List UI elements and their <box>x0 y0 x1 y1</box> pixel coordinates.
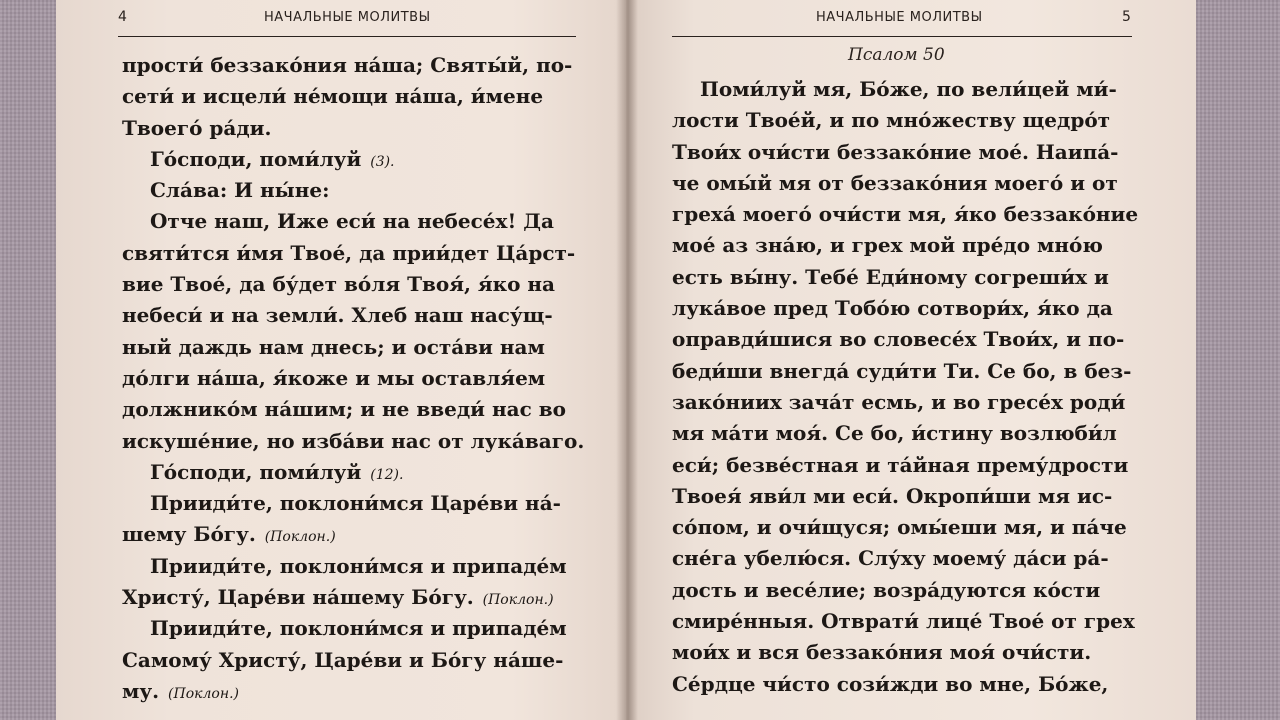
text-line-content: Твои́х очи́сти беззако́ние мое́. Наипа́- <box>672 139 1119 164</box>
rubric-note: (3). <box>361 153 395 170</box>
text-line-content: беди́ши внегда́ суди́ти Ти. Се бо, в без- <box>672 358 1132 383</box>
text-line-content: Го́споди, поми́луй <box>150 459 362 484</box>
text-line <box>122 519 584 550</box>
text-line <box>122 457 584 488</box>
text-line <box>672 356 1138 387</box>
text-line <box>122 206 584 237</box>
text-line <box>672 199 1138 230</box>
text-line <box>122 394 584 425</box>
rubric-note: (Поклон.) <box>473 592 554 609</box>
right-running-head: НАЧАЛЬНЫЕ МОЛИТВЫ <box>816 10 983 25</box>
text-line <box>122 676 584 707</box>
text-line <box>122 113 584 144</box>
text-line-content: зако́нииx зача́т есмь, и во гресе́х роди́ <box>672 389 1126 414</box>
text-line-content: сне́га убелю́ся. Слу́ху моему́ да́си ра́- <box>672 546 1109 571</box>
book-gutter <box>616 0 638 720</box>
left-running-head: НАЧАЛЬНЫЕ МОЛИТВЫ <box>264 10 431 25</box>
text-line-content: еси́; безве́стная и та́йная прему́дрости <box>672 452 1129 477</box>
psalm-title: Псалом 50 <box>848 45 945 65</box>
text-line <box>122 144 584 175</box>
text-line-content: Сла́ва: И ны́не: <box>150 178 330 203</box>
text-line <box>672 387 1138 418</box>
text-line-content: святи́тся и́мя Твое́, да прии́дет Ца́рст- <box>122 240 576 265</box>
rubric-note: (Поклон.) <box>159 685 239 702</box>
text-line-content: вие Твое́, да бу́дет во́ля Твоя́, я́ко на <box>122 272 556 297</box>
text-line-content: мои́х и вся беззако́ния моя́ очи́сти. <box>672 640 1092 665</box>
text-line <box>122 551 584 582</box>
text-line-content: лости Твое́й, и по мно́жеству щедро́т <box>672 108 1111 133</box>
text-line-content: му. <box>122 678 160 703</box>
text-line-content: до́лги на́ша, я́коже и мы оставля́ем <box>122 365 546 390</box>
left-page-number: 4 <box>118 9 127 25</box>
text-line <box>672 418 1138 449</box>
text-line <box>672 168 1138 199</box>
text-line-content: Отче наш, Иже еси́ на небесе́х! Да <box>150 209 554 234</box>
text-line <box>672 669 1138 700</box>
text-line <box>672 137 1138 168</box>
text-line-content: Го́споди, поми́луй <box>150 146 362 171</box>
text-line-content: должнико́м на́шим; и не введи́ нас во <box>122 397 566 422</box>
text-line-content: оправди́шися во словесе́х Твои́х, и по- <box>672 327 1125 352</box>
text-line-content: прости́ беззако́ния на́ша; Святы́й, по- <box>122 53 573 77</box>
text-line <box>672 637 1138 668</box>
text-line <box>672 575 1138 606</box>
text-line-content: шему Бо́гу. <box>122 522 256 547</box>
text-line <box>672 262 1138 293</box>
text-line-content: Се́рдце чи́сто сози́жди во мне, Бо́же, <box>672 671 1109 696</box>
text-line-content: Твоего́ ра́ди. <box>122 115 272 140</box>
text-line-content: Твоея́ яви́л ми еси́. Окропи́ши мя ис- <box>672 483 1113 508</box>
text-line <box>122 582 584 613</box>
text-line <box>122 50 584 81</box>
left-header-rule <box>118 36 576 37</box>
text-line-content: лука́вое пред Тобо́ю сотвори́х, я́ко да <box>672 296 1113 321</box>
text-line <box>672 512 1138 543</box>
text-line-content: Христу́, Царе́ви на́шему Бо́гу. <box>122 585 474 610</box>
text-line-content: смире́нныя. Отврати́ лице́ Твое́ от грех <box>672 609 1135 634</box>
tablecloth-left <box>0 0 60 720</box>
text-line-content: ный даждь нам днесь; и оста́ви нам <box>122 334 545 359</box>
text-line-content: со́пом, и очи́щуся; омы́еши мя, и па́че <box>672 515 1127 540</box>
text-line-content: дость и весе́лие; возра́дуются ко́сти <box>672 577 1101 602</box>
text-line <box>672 606 1138 637</box>
text-line <box>122 426 584 457</box>
text-line-content: греха́ моего́ очи́сти мя, я́ко беззако́ние <box>672 202 1139 227</box>
left-page-text <box>122 50 584 707</box>
text-line-content: мя ма́ти моя́. Се бо, и́стину возлюби́л <box>672 421 1117 446</box>
text-line <box>122 613 584 644</box>
text-line <box>122 332 584 363</box>
text-line-content: че омы́й мя от беззако́ния моего́ и от <box>672 170 1118 195</box>
rubric-note: (Поклон.) <box>255 529 336 546</box>
text-line <box>122 175 584 206</box>
text-line-content: сети́ и исцели́ не́мощи на́ша, и́мене <box>122 84 544 109</box>
text-line <box>122 238 584 269</box>
right-page-number: 5 <box>1122 9 1131 25</box>
text-line <box>672 481 1138 512</box>
text-line-content: Самому́ Христу́, Царе́ви и Бо́гу на́ше- <box>122 647 564 672</box>
text-line <box>122 269 584 300</box>
text-line-content: Прииди́те, поклони́мся Царе́ви на́- <box>150 491 561 516</box>
text-line-content: есть вы́ну. Тебе́ Еди́ному согреши́х и <box>672 264 1109 289</box>
text-line <box>672 324 1138 355</box>
text-line <box>122 645 584 676</box>
text-line-content: Поми́луй мя, Бо́же, по вели́цей ми́- <box>700 77 1117 101</box>
text-line <box>122 488 584 519</box>
text-line <box>122 81 584 112</box>
right-page-text <box>672 74 1138 700</box>
text-line-content: небеси́ и на земли́. Хлеб наш насу́щ- <box>122 303 553 328</box>
text-line <box>672 450 1138 481</box>
rubric-note: (12). <box>361 466 404 483</box>
text-line <box>122 363 584 394</box>
text-line <box>672 74 1138 105</box>
tablecloth-right <box>1190 0 1280 720</box>
text-line <box>672 293 1138 324</box>
left-page <box>56 0 626 720</box>
text-line <box>672 543 1138 574</box>
right-header-rule <box>672 36 1132 37</box>
text-line <box>672 105 1138 136</box>
text-line-content: искуше́ние, но изба́ви нас от лука́ваго. <box>122 428 585 453</box>
text-line-content: мое́ аз зна́ю, и грех мой пре́до мно́ю <box>672 233 1103 258</box>
text-line-content: Прииди́те, поклони́мся и припаде́м <box>150 616 567 641</box>
right-page <box>626 0 1196 720</box>
text-line-content: Прииди́те, поклони́мся и припаде́м <box>150 553 567 578</box>
text-line <box>122 300 584 331</box>
text-line <box>672 230 1138 261</box>
